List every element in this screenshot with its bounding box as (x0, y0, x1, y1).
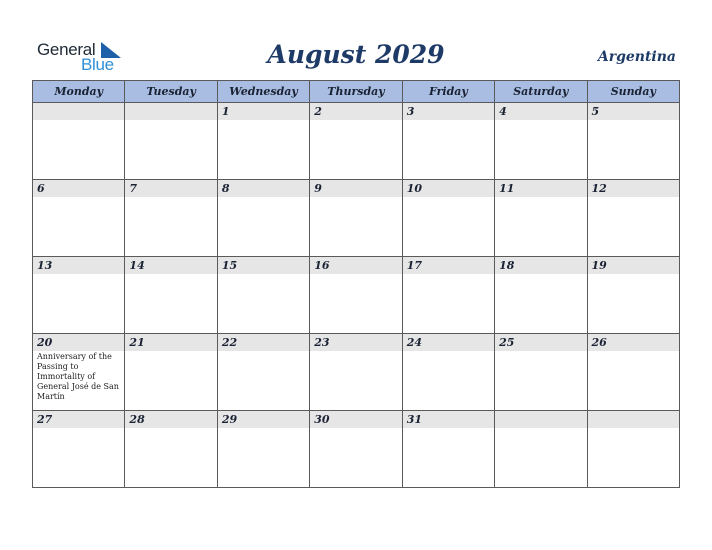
day-number: 30 (310, 411, 401, 428)
day-number: 2 (310, 103, 401, 120)
day-cell (125, 257, 217, 334)
day-number: 22 (218, 334, 309, 351)
day-number: 29 (218, 411, 309, 428)
weekday-header: Tuesday (125, 81, 217, 103)
day-cell (310, 103, 402, 180)
day-number: 14 (125, 257, 216, 274)
day-number: 5 (588, 103, 679, 120)
day-number: 13 (33, 257, 124, 274)
day-number: 8 (218, 180, 309, 197)
day-cell (402, 257, 494, 334)
day-number: 17 (403, 257, 494, 274)
week-row (33, 411, 680, 488)
day-cell (310, 180, 402, 257)
day-number: 21 (125, 334, 216, 351)
day-cell (495, 257, 587, 334)
day-cell (125, 180, 217, 257)
weekday-header-row (33, 81, 680, 103)
day-number: 7 (125, 180, 216, 197)
day-number (125, 103, 216, 120)
day-number (588, 411, 679, 428)
day-cell (402, 180, 494, 257)
day-number: 16 (310, 257, 401, 274)
day-cell (125, 411, 217, 488)
day-number: 23 (310, 334, 401, 351)
day-number: 26 (588, 334, 679, 351)
country-label: Argentina (597, 49, 676, 65)
day-cell (217, 411, 309, 488)
day-cell (33, 334, 125, 411)
day-cell (217, 103, 309, 180)
day-cell (310, 411, 402, 488)
week-row (33, 180, 680, 257)
day-number: 11 (495, 180, 586, 197)
day-number: 31 (403, 411, 494, 428)
day-number: 18 (495, 257, 586, 274)
day-cell (495, 411, 587, 488)
weekday-header: Monday (33, 81, 125, 103)
day-number: 28 (125, 411, 216, 428)
day-number: 20 (33, 334, 124, 351)
day-cell (33, 103, 125, 180)
day-number: 9 (310, 180, 401, 197)
holiday-note: Anniversary of the Passing to Immortality of General José de San Martín (37, 352, 119, 401)
day-number: 24 (403, 334, 494, 351)
day-cell (495, 103, 587, 180)
day-cell (402, 334, 494, 411)
brand-blue-text: Blue (81, 55, 114, 74)
weekday-header: Saturday (495, 81, 587, 103)
day-cell (587, 180, 679, 257)
day-cell (587, 103, 679, 180)
day-cell (495, 334, 587, 411)
weekday-header: Wednesday (217, 81, 309, 103)
day-cell (495, 180, 587, 257)
weekday-header: Thursday (310, 81, 402, 103)
day-cell (587, 411, 679, 488)
day-cell (125, 334, 217, 411)
brand-general-text: General (37, 40, 96, 59)
day-number: 25 (495, 334, 586, 351)
day-cell (402, 103, 494, 180)
day-cell (33, 257, 125, 334)
day-number: 10 (403, 180, 494, 197)
week-row (33, 257, 680, 334)
weekday-header: Sunday (587, 81, 679, 103)
day-number (33, 103, 124, 120)
day-number: 6 (33, 180, 124, 197)
day-cell (33, 411, 125, 488)
day-cell (217, 334, 309, 411)
weekday-header: Friday (402, 81, 494, 103)
day-number: 3 (403, 103, 494, 120)
day-cell (310, 334, 402, 411)
day-cell (587, 334, 679, 411)
day-number (495, 411, 586, 428)
day-number: 12 (588, 180, 679, 197)
day-number: 19 (588, 257, 679, 274)
day-number: 15 (218, 257, 309, 274)
day-cell (217, 257, 309, 334)
day-cell (587, 257, 679, 334)
day-number: 4 (495, 103, 586, 120)
day-cell (402, 411, 494, 488)
day-cell (217, 180, 309, 257)
week-row (33, 103, 680, 180)
day-cell (33, 180, 125, 257)
day-number: 27 (33, 411, 124, 428)
calendar-title: August 2029 (267, 40, 445, 69)
week-row (33, 334, 680, 411)
calendar-grid (32, 80, 680, 488)
day-cell (310, 257, 402, 334)
day-cell (125, 103, 217, 180)
day-number: 1 (218, 103, 309, 120)
